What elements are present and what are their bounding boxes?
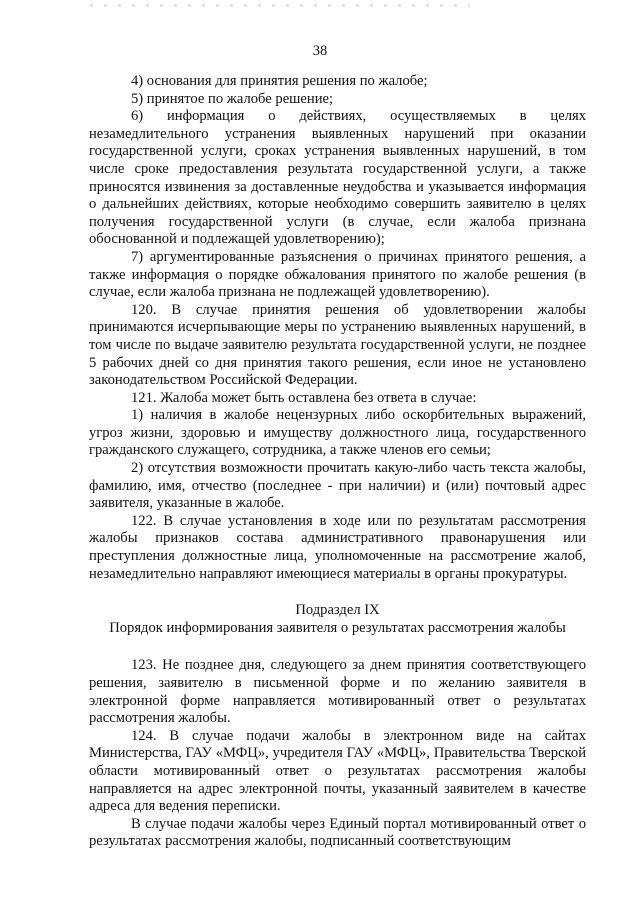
list-item-5: 5) принятое по жалобе решение;	[131, 90, 334, 107]
paragraph-120: 120. В случае принятия решения об удовлетворении жалобы принимаются исчерпывающие меры по устранению выявленных нарушений, в том числе по выдаче заявителю результата государственной услуги, не позднее 5 рабочих дней со дня принятия такого решения, если иное не установлено законодательством Российской Федерации.	[89, 301, 586, 389]
paragraph-124-continued: В случае подачи жалобы через Единый портал мотивированный ответ о результатах рассмотрения жалобы, подписанный соответствующим	[89, 815, 586, 850]
list-item-7: 7) аргументированные разъяснения о причинах принятого решения, а также информация о порядке обжалования принятого по жалобе решения (в случае, если жалоба признана не подлежащей удовлетворению).	[89, 248, 586, 301]
paragraph-121: 121. Жалоба может быть оставлена без ответа в случае:	[131, 389, 477, 406]
paragraph-121-item-1: 1) наличия в жалобе нецензурных либо оскорбительных выражений, угроз жизни, здоровью и имуществу должностного лица, государственного гражданского служащего, сотрудника, а также членов его семьи;	[89, 407, 586, 459]
subsection-label: Подраздел IX	[295, 602, 380, 619]
list-item-4: 4) основания для принятия решения по жалобе;	[131, 73, 428, 89]
paragraph-121-item-2: 2) отсутствия возможности прочитать какую-либо часть текста жалобы, фамилию, имя, отчество (последнее - при наличии) и (или) почтовый адрес заявителя, указанные в жалобе.	[89, 460, 586, 512]
page-number: 38	[312, 43, 328, 59]
subsection-title: Порядок информирования заявителя о результатах рассмотрения жалобы	[109, 619, 566, 636]
paragraph-124: 124. В случае подачи жалобы в электронном виде на сайтах Министерства, ГАУ «МФЦ», учредителя ГАУ «МФЦ», Правительства Тверской области мотивированный ответ о результатах рассмотрения жалобы направляется на адрес электронной почты, указанный заявителем в качестве адреса для ведения переписки.	[89, 727, 586, 815]
paragraph-122: 122. В случае установления в ходе или по результатам рассмотрения жалобы признаков состава административного правонарушения или преступления должностные лица, уполномоченные на рассмотрение жалоб, незамедлительно направляют имеющиеся материалы в органы прокуратуры.	[89, 512, 586, 582]
document-body	[89, 73, 586, 851]
list-item-6: 6) информация о действиях, осуществляемых в целях незамедлительного устранения выявленных нарушений при оказании государственной услуги, сроках устранения выявленных нарушений, в том числе сроке предоставления результата государственной услуги, а также приносятся извинения за доставленные неудобства и указывается информация о дальнейших действиях, которые необходимо совершить заявителю в целях получения государственной услуги (в случае, если жалоба признана обоснованной и подлежащей удовлетворению);	[89, 108, 586, 248]
paragraph-123: 123. Не позднее дня, следующего за днем принятия соответствующего решения, заявителю в письменной форме и по желанию заявителя в электронной форме направляется мотивированный ответ о результатах рассмотрения жалобы.	[89, 657, 586, 727]
scan-artifact	[90, 4, 470, 7]
